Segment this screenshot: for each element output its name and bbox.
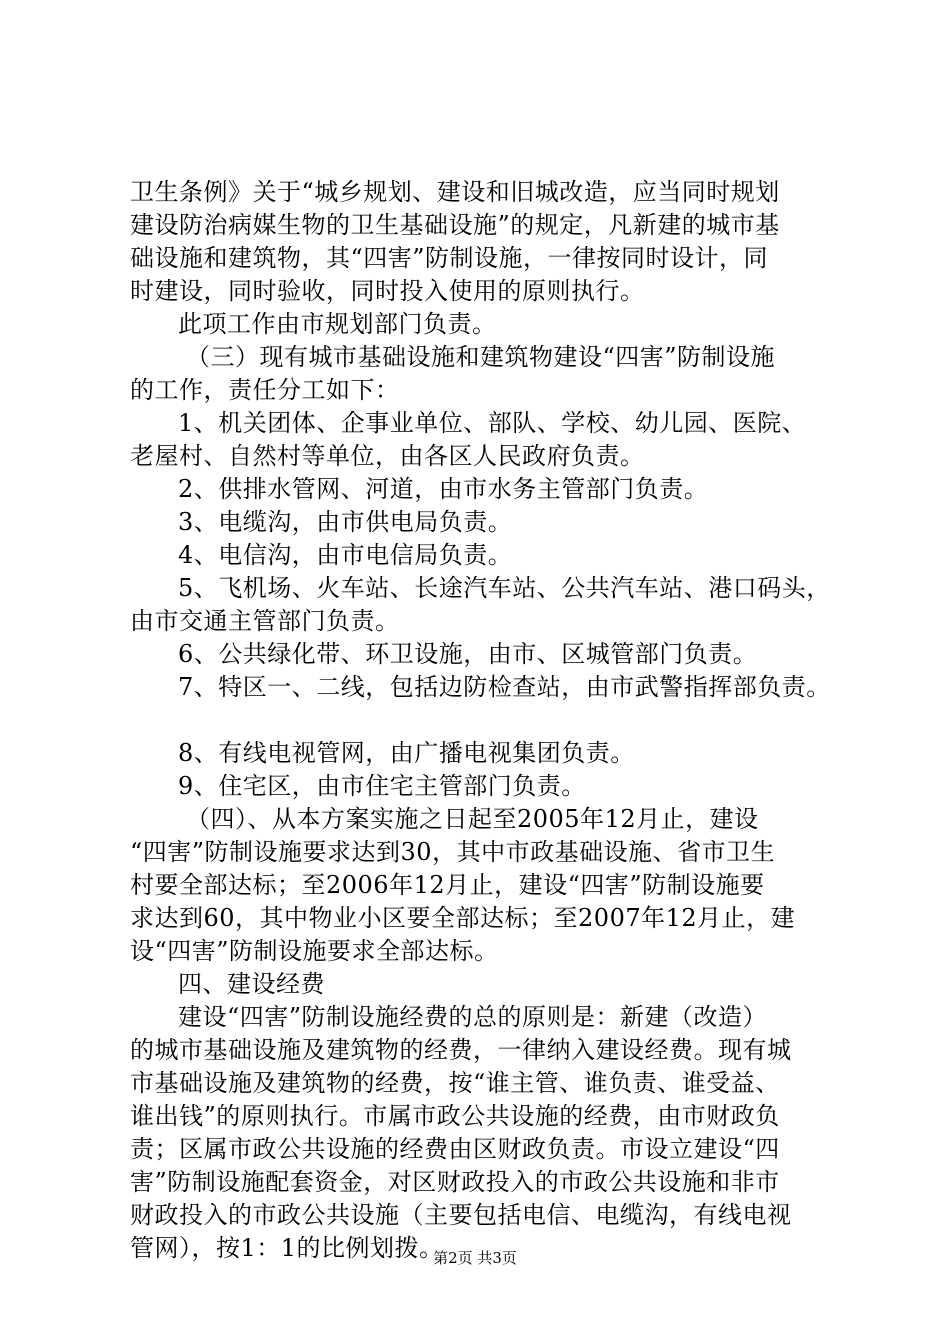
text-line: 谁出钱”的原则执行。市属市政公共设施的经费，由市财政负 (130, 1102, 780, 1130)
list-item: 2、供排水管网、河道，由市水务主管部门负责。 (178, 475, 709, 503)
list-item: 3、电缆沟，由市供电局负责。 (178, 508, 513, 536)
text-line: “四害”防制设施要求达到30，其中市政基础设施、省市卫生 (130, 838, 776, 866)
text-line: 建设“四害”防制设施经费的总的原则是：新建（改造） (178, 1003, 768, 1031)
list-item: 1、机关团体、企事业单位、部队、学校、幼儿园、医院、 (178, 409, 807, 437)
text-line: 时建设，同时验收，同时投入使用的原则执行。 (130, 277, 645, 305)
text-line: 责；区属市政公共设施的经费由区财政负责。市设立建设“四 (130, 1135, 780, 1163)
blank-line (130, 704, 840, 737)
section-heading: （四）、从本方案实施之日起至2005年12月止，建设 (186, 805, 759, 833)
text-line: 财政投入的市政公共设施（主要包括电信、电缆沟，有线电视 (130, 1201, 792, 1229)
page-footer: 第2页 共3页 (433, 1249, 517, 1267)
list-item: 8、有线电视管网，由广播电视集团负责。 (178, 739, 635, 767)
text-line: 的城市基础设施及建筑物的经费，一律纳入建设经费。现有城 (130, 1036, 792, 1064)
text-line: 村要全部达标；至2006年12月止，建设“四害”防制设施要 (130, 871, 765, 899)
text-line: 设“四害”防制设施要求全部达标。 (130, 937, 499, 965)
text-line: 管网），按1：1的比例划拨。 (130, 1234, 444, 1262)
text-line: 础设施和建筑物，其“四害”防制设施，一律按同时设计，同 (130, 244, 769, 272)
text-line: 由市交通主管部门负责。 (130, 607, 400, 635)
document-body (130, 176, 840, 1265)
list-item: 6、公共绿化带、环卫设施，由市、区城管部门负责。 (178, 640, 758, 668)
list-item: 7、特区一、二线，包括边防检查站，由市武警指挥部负责。 (178, 673, 831, 701)
text-line: 害”防制设施配套资金，对区财政投入的市政公共设施和非市 (130, 1168, 780, 1196)
text-line: 求达到60，其中物业小区要全部达标；至2007年12月止，建 (130, 904, 796, 932)
text-line: 市基础设施及建筑物的经费，按“谁主管、谁负责、谁受益、 (130, 1069, 780, 1097)
text-line: 此项工作由市规划部门负责。 (178, 310, 497, 338)
list-item: 4、电信沟，由市电信局负责。 (178, 541, 513, 569)
list-item: 9、住宅区，由市住宅主管部门负责。 (178, 772, 586, 800)
text-line: 老屋村、自然村等单位，由各区人民政府负责。 (130, 442, 645, 470)
text-line: 建设防治病媒生物的卫生基础设施”的规定，凡新建的城市基 (130, 211, 780, 239)
text-line: 的工作，责任分工如下： (130, 376, 400, 404)
list-item: 5、飞机场、火车站、长途汽车站、公共汽车站、港口码头， (178, 574, 831, 602)
section-heading: （三）现有城市基础设施和建筑物建设“四害”防制设施 (186, 343, 776, 371)
section-heading: 四、建设经费 (178, 970, 325, 998)
text-line: 卫生条例》关于“城乡规划、建设和旧城改造，应当同时规划 (130, 178, 780, 206)
